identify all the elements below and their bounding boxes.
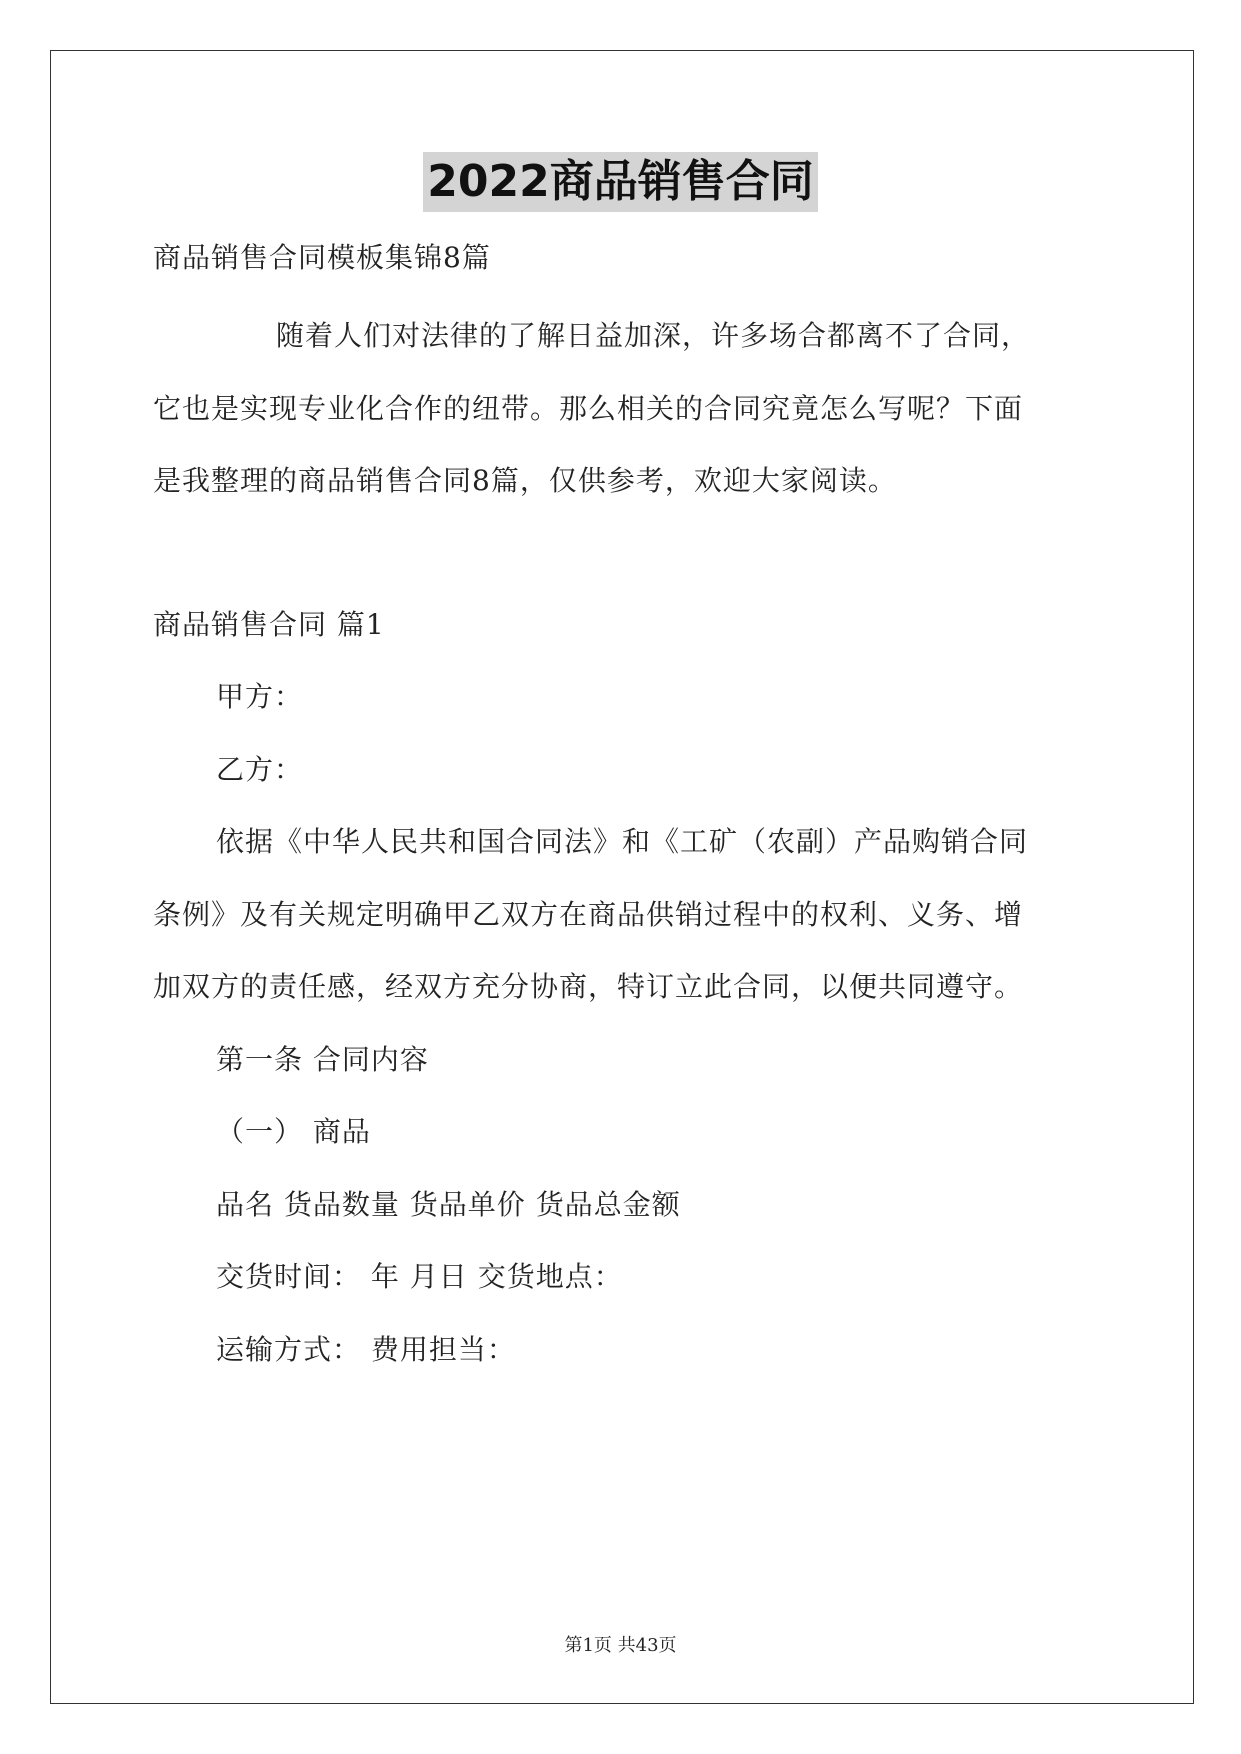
intro-line-2: 它也是实现专业化合作的纽带。那么相关的合同究竟怎么写呢？下面: [153, 392, 1024, 425]
basis-line-1: 依据《中华人民共和国合同法》和《工矿（农副）产品购销合同: [216, 825, 1029, 858]
basis-line-2: 条例》及有关规定明确甲乙双方在商品供销过程中的权利、义务、增: [153, 898, 1024, 931]
article-1-heading: 第一条 合同内容: [216, 1043, 429, 1076]
page-border: [50, 50, 1194, 1704]
section-heading: 商品销售合同 篇1: [153, 608, 385, 641]
document-title: 2022商品销售合同: [423, 152, 817, 212]
document-subtitle: 商品销售合同模板集锦8篇: [153, 241, 491, 274]
intro-line-1: 随着人们对法律的了解日益加深，许多场合都离不了合同，: [276, 319, 1031, 352]
page-footer: 第1页 共43页: [564, 1635, 677, 1656]
basis-line-3: 加双方的责任感，经双方充分协商，特订立此合同，以便共同遵守。: [153, 970, 1024, 1003]
party-a-label: 甲方：: [216, 680, 304, 713]
title-container: [0, 152, 1241, 212]
intro-line-3: 是我整理的商品销售合同8篇，仅供参考，欢迎大家阅读。: [153, 464, 897, 497]
party-b-label: 乙方：: [216, 753, 304, 786]
transport-line: 运输方式： 费用担当：: [216, 1333, 516, 1366]
delivery-line: 交货时间： 年 月日 交货地点：: [216, 1260, 623, 1293]
goods-fields: 品名 货品数量 货品单价 货品总金额: [216, 1188, 681, 1221]
item-1-heading: （一） 商品: [216, 1115, 371, 1148]
